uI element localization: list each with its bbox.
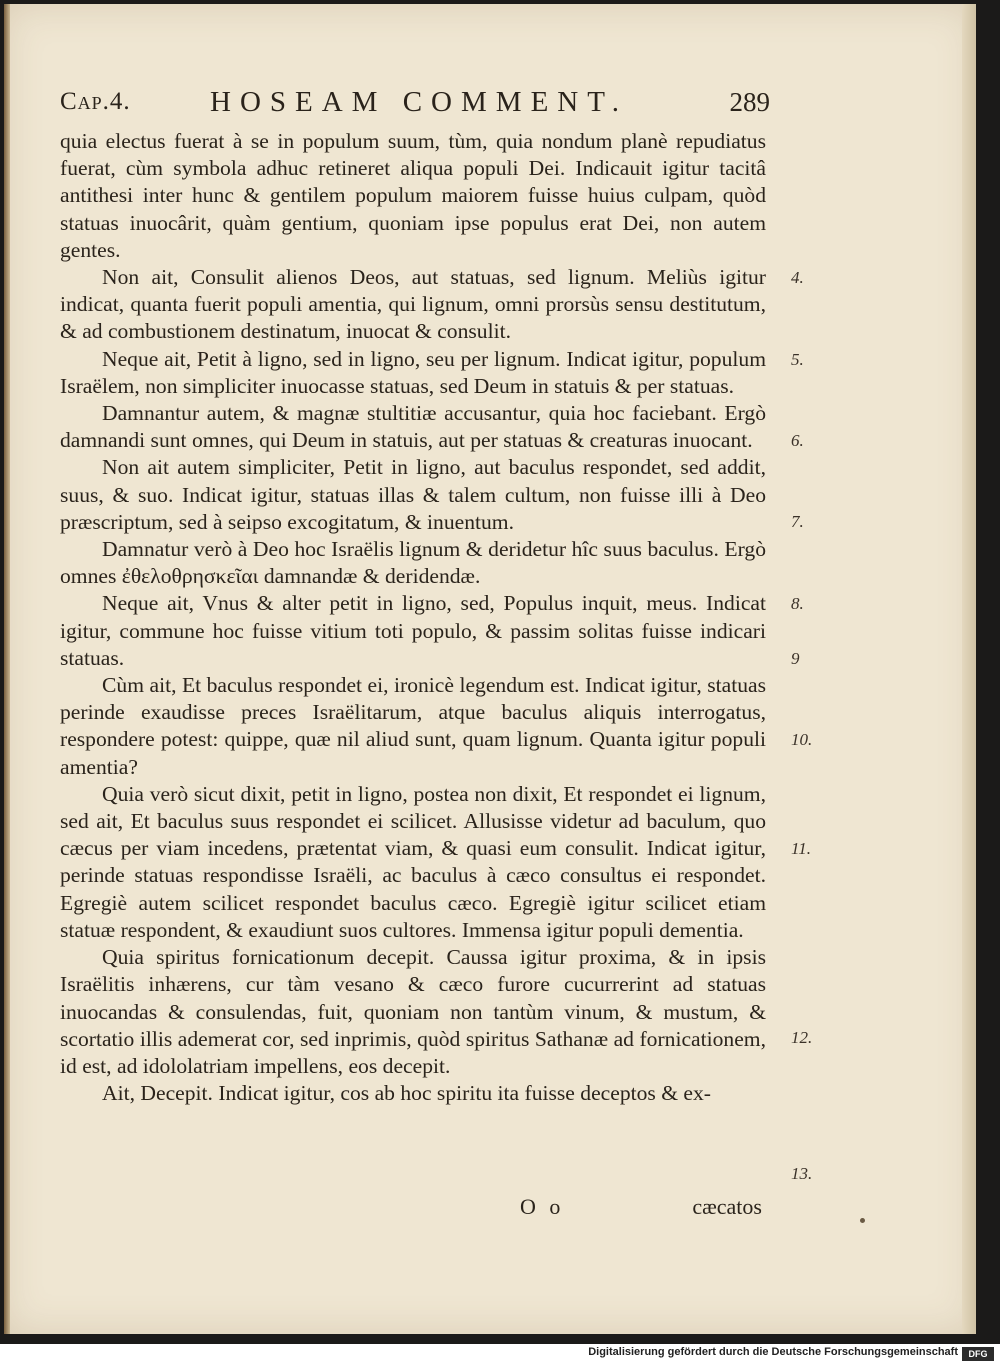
paper-speck: [860, 1218, 865, 1223]
paragraph: Damnatur verò à Deo hoc Israëlis lignum & deridetur hîc suus baculus. Ergò omnes ἐθελοθρησκεῖαι damnandæ & deridendæ.: [60, 537, 766, 589]
book-page: [4, 4, 976, 1334]
paragraph: quia electus fuerat à se in populum suum, tùm, quia nondum planè repudiatus fuerat, cùm symbola adhuc retineret aliqua populi Dei. Indicauit igitur tacitâ antithesi inter hunc & gentilem populum maiorem fuisse huius culpam, quòd statuas inuocârit, quàm gentium, quoniam ipse populus erat Dei, non autem gentes.: [60, 129, 766, 262]
paragraph: Cùm ait, Et baculus respondet ei, ironicè legendum est. Indicat igitur, statuas perinde exaudisse preces Israëlitarum, atque baculus aliquis interrogatus, respondere potest: quippe, quæ nil aliud sunt, quam lignum. Quanta igitur populi amentia?: [60, 673, 766, 779]
chapter-label: Cap.4.: [60, 88, 131, 115]
paragraph: Non ait autem simpliciter, Petit in ligno, aut baculus respondet, sed addit, suus, & suo. Indicat igitur, statuas illas & talem cultum, non fuisse illi à Deo præscriptum, sed à seipso excogitatum, & inuentum.: [60, 455, 766, 534]
running-title: HOSEAM COMMENT.: [210, 86, 629, 118]
paragraph: Neque ait, Petit à ligno, sed in ligno, seu per lignum. Indicat igitur, populum Israëlem, non simpliciter inuocasse statuas, sed Deum in statuis & per statuas.: [60, 346, 766, 398]
margin-number: 6.: [791, 431, 804, 450]
margin-number: 13.: [791, 1164, 813, 1183]
paragraph: Non ait, Consulit alienos Deos, aut statuas, sed lignum. Meliùs igitur indicat, quanta fuerit populi amentia, qui lignum, omni prorsùs sensu destitutum, & ad combustionem destinatum, inuocat & consulit.: [60, 265, 766, 344]
digitization-credit: Digitalisierung gefördert durch die Deutsche Forschungsgemeinschaft: [588, 1346, 958, 1358]
margin-number: 8.: [791, 594, 804, 613]
margin-number: 5.: [791, 350, 804, 369]
margin-number: 11.: [791, 839, 811, 858]
running-header: [60, 88, 776, 122]
paragraph: Damnantur autem, & magnæ stultitiæ accusantur, quia hoc faciebant. Ergò damnandi sunt omnes, qui Deum in statuis, aut per statuas & creaturas inuocant.: [60, 401, 766, 453]
margin-number: 10.: [791, 730, 813, 749]
paragraph: Quia spiritus fornicationum decepit. Caussa igitur proxima, & in ipsis Israëlitis inhærens, cur tàm vesano & cæco furore cucurrerint ad statuas inuocandas & consulendas, fuit, quoniam non tantùm vinum, & mustum, & scortatio illis ademerat cor, sed inprimis, quòd spiritus Sathanæ ad fornicationem, id est, ad idololatriam impellens, eos decepit.: [60, 945, 766, 1078]
digitization-credit-bar: [0, 1344, 1000, 1364]
margin-number: 9: [791, 649, 800, 668]
margin-number: 12.: [791, 1028, 813, 1047]
page-footer: [60, 1194, 766, 1224]
page-number: 289: [729, 87, 770, 117]
signature-mark: O o: [520, 1194, 565, 1219]
page-spine: [4, 4, 10, 1334]
paragraph: Neque ait, Vnus & alter petit in ligno, sed, Populus inquit, meus. Indicat igitur, commune hoc fuisse vitium toti populo, & passim solitas fuisse indicari statuas.: [60, 591, 766, 670]
dfg-logo: DFG: [962, 1347, 994, 1361]
page-edge: [962, 4, 976, 1334]
margin-number: 7.: [791, 512, 804, 531]
paragraph: Ait, Decepit. Indicat igitur, cos ab hoc spiritu ita fuisse deceptos & ex-: [102, 1081, 711, 1106]
paragraph: Quia verò sicut dixit, petit in ligno, postea non dixit, Et respondet ei lignum, sed ait, Et baculus suus respondet ei scilicet. Allusisse videtur ad baculum, quo cæcus per viam incedens, prætentat viam, & quasi eum consulit. Indicat igitur, perinde statuas respondisse Israëli, ac baculus à cæco consultus ei respondet. Egregiè autem scilicet respondet baculus cæco. Egregiè igitur scilicet etiam statuæ respondent, & exaudiunt suos cultores. Immensa igitur populi dementia.: [60, 781, 766, 942]
catchword: cæcatos: [692, 1194, 762, 1219]
margin-number: 4.: [791, 268, 804, 287]
commentary-text: [60, 128, 766, 1107]
